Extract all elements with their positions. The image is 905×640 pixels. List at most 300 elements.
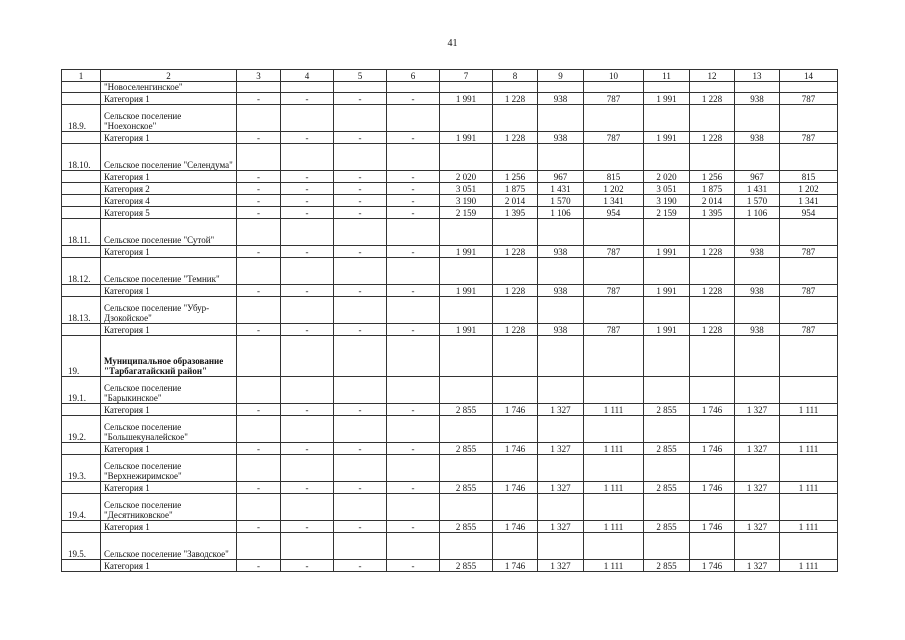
value-cell: -: [237, 482, 281, 494]
row-name: Сельское поселение "Барыкинское": [101, 377, 237, 404]
value-cell: [493, 377, 538, 404]
value-cell: 1 228: [690, 246, 735, 258]
row-name: Категория 4: [101, 195, 237, 207]
value-cell: 1 991: [440, 132, 493, 144]
value-cell: 1 327: [735, 482, 780, 494]
value-cell: [644, 144, 690, 171]
value-cell: -: [281, 195, 334, 207]
value-cell: 1 256: [690, 171, 735, 183]
category-row: [62, 195, 838, 207]
value-cell: 1 991: [440, 285, 493, 297]
table-body: [62, 70, 838, 572]
value-cell: 3 051: [440, 183, 493, 195]
value-cell: 1 111: [780, 560, 838, 572]
value-cell: [237, 144, 281, 171]
value-cell: [735, 494, 780, 521]
value-cell: 938: [538, 132, 584, 144]
value-cell: -: [334, 324, 387, 336]
settlement-row: [62, 416, 838, 443]
value-cell: [690, 297, 735, 324]
category-row: [62, 482, 838, 494]
value-cell: [584, 455, 644, 482]
value-cell: [493, 416, 538, 443]
value-cell: -: [387, 482, 440, 494]
value-cell: 1 228: [493, 246, 538, 258]
value-cell: [387, 416, 440, 443]
row-number: 18.11.: [62, 219, 101, 246]
value-cell: [644, 533, 690, 560]
row-name: Сельское поселение "Селендума": [101, 144, 237, 171]
value-cell: 1 106: [538, 207, 584, 219]
row-number: [62, 132, 101, 144]
row-number: [62, 482, 101, 494]
value-cell: [690, 377, 735, 404]
row-number: [62, 246, 101, 258]
value-cell: 967: [735, 171, 780, 183]
value-cell: [735, 219, 780, 246]
category-row: [62, 183, 838, 195]
value-cell: 1 746: [493, 560, 538, 572]
value-cell: [538, 219, 584, 246]
value-cell: -: [237, 246, 281, 258]
value-cell: 787: [780, 324, 838, 336]
value-cell: [584, 494, 644, 521]
value-cell: 1 228: [493, 324, 538, 336]
value-cell: [440, 533, 493, 560]
value-cell: 1 327: [538, 443, 584, 455]
value-cell: [334, 258, 387, 285]
value-cell: [493, 258, 538, 285]
column-header-11: 11: [644, 70, 690, 82]
value-cell: 938: [538, 93, 584, 105]
value-cell: [644, 455, 690, 482]
row-number: 18.10.: [62, 144, 101, 171]
column-header-9: 9: [538, 70, 584, 82]
value-cell: [780, 416, 838, 443]
value-cell: [281, 455, 334, 482]
value-cell: 787: [780, 132, 838, 144]
value-cell: -: [237, 171, 281, 183]
value-cell: 1 746: [493, 521, 538, 533]
value-cell: [493, 82, 538, 93]
value-cell: [780, 377, 838, 404]
value-cell: -: [237, 183, 281, 195]
column-header-5: 5: [334, 70, 387, 82]
value-cell: [387, 258, 440, 285]
value-cell: [281, 336, 334, 377]
value-cell: [584, 416, 644, 443]
value-cell: 787: [780, 285, 838, 297]
row-name: Категория 2: [101, 183, 237, 195]
value-cell: [493, 219, 538, 246]
value-cell: 1 746: [690, 404, 735, 416]
value-cell: -: [334, 132, 387, 144]
row-name: Сельское поселение "Большекуналейское": [101, 416, 237, 443]
value-cell: [735, 297, 780, 324]
value-cell: [440, 82, 493, 93]
value-cell: 815: [780, 171, 838, 183]
row-number: 19.5.: [62, 533, 101, 560]
row-name: Категория 1: [101, 246, 237, 258]
row-name: "Новоселенгинское": [101, 82, 237, 93]
row-name: Категория 1: [101, 404, 237, 416]
value-cell: 1 570: [735, 195, 780, 207]
row-number: [62, 195, 101, 207]
row-name: Категория 1: [101, 93, 237, 105]
value-cell: [538, 297, 584, 324]
value-cell: [735, 533, 780, 560]
value-cell: 938: [735, 285, 780, 297]
value-cell: 2 855: [644, 443, 690, 455]
value-cell: [334, 144, 387, 171]
value-cell: [281, 377, 334, 404]
value-cell: 1 111: [780, 521, 838, 533]
column-header-12: 12: [690, 70, 735, 82]
value-cell: [237, 82, 281, 93]
column-header-13: 13: [735, 70, 780, 82]
value-cell: [584, 258, 644, 285]
value-cell: 1 746: [493, 404, 538, 416]
value-cell: 2 020: [644, 171, 690, 183]
row-name: Категория 1: [101, 285, 237, 297]
value-cell: -: [334, 560, 387, 572]
value-cell: [584, 105, 644, 132]
value-cell: 2 855: [644, 482, 690, 494]
value-cell: 2 855: [644, 560, 690, 572]
value-cell: [493, 494, 538, 521]
value-cell: 2 159: [644, 207, 690, 219]
value-cell: [281, 297, 334, 324]
value-cell: -: [237, 443, 281, 455]
value-cell: [440, 258, 493, 285]
value-cell: [690, 336, 735, 377]
value-cell: -: [237, 195, 281, 207]
value-cell: [735, 144, 780, 171]
row-name: Категория 1: [101, 560, 237, 572]
settlement-row: [62, 455, 838, 482]
value-cell: -: [387, 132, 440, 144]
value-cell: [440, 105, 493, 132]
value-cell: [281, 219, 334, 246]
value-cell: [690, 533, 735, 560]
value-cell: [237, 219, 281, 246]
value-cell: [644, 494, 690, 521]
value-cell: [584, 377, 644, 404]
value-cell: 1 111: [780, 482, 838, 494]
column-header-1: 1: [62, 70, 101, 82]
value-cell: [690, 82, 735, 93]
value-cell: 1 746: [690, 443, 735, 455]
row-number: [62, 404, 101, 416]
value-cell: 1 111: [584, 443, 644, 455]
value-cell: 1 228: [690, 324, 735, 336]
row-number: 18.13.: [62, 297, 101, 324]
value-cell: 1 111: [584, 521, 644, 533]
value-cell: [387, 219, 440, 246]
row-name: Категория 1: [101, 521, 237, 533]
value-cell: 2 855: [440, 443, 493, 455]
value-cell: 2 855: [440, 521, 493, 533]
value-cell: 2 014: [493, 195, 538, 207]
value-cell: 1 570: [538, 195, 584, 207]
value-cell: 1 991: [440, 246, 493, 258]
row-number: 19.2.: [62, 416, 101, 443]
value-cell: -: [237, 93, 281, 105]
row-number: 19.1.: [62, 377, 101, 404]
value-cell: [538, 533, 584, 560]
value-cell: 1 111: [584, 560, 644, 572]
row-number: [62, 82, 101, 93]
value-cell: 3 190: [440, 195, 493, 207]
value-cell: [237, 533, 281, 560]
value-cell: -: [387, 560, 440, 572]
value-cell: -: [281, 171, 334, 183]
continuation-row: [62, 82, 838, 93]
value-cell: [237, 416, 281, 443]
value-cell: [237, 297, 281, 324]
row-number: [62, 521, 101, 533]
value-cell: -: [387, 404, 440, 416]
value-cell: 1 111: [780, 404, 838, 416]
row-number: 19.4.: [62, 494, 101, 521]
category-row: [62, 246, 838, 258]
value-cell: 938: [538, 285, 584, 297]
value-cell: [644, 258, 690, 285]
value-cell: 2 855: [644, 404, 690, 416]
settlement-row: [62, 219, 838, 246]
value-cell: 954: [780, 207, 838, 219]
category-row: [62, 93, 838, 105]
value-cell: [584, 297, 644, 324]
row-name: Сельское поселение "Ноехонское": [101, 105, 237, 132]
category-row: [62, 404, 838, 416]
value-cell: [538, 455, 584, 482]
value-cell: [644, 377, 690, 404]
value-cell: [644, 336, 690, 377]
value-cell: [584, 144, 644, 171]
value-cell: -: [334, 207, 387, 219]
value-cell: 1 327: [538, 560, 584, 572]
category-row: [62, 443, 838, 455]
row-number: [62, 285, 101, 297]
value-cell: 1 431: [538, 183, 584, 195]
value-cell: [387, 297, 440, 324]
value-cell: 787: [780, 246, 838, 258]
value-cell: [281, 533, 334, 560]
value-cell: [440, 336, 493, 377]
value-cell: 2 855: [644, 521, 690, 533]
value-cell: [493, 336, 538, 377]
value-cell: 815: [584, 171, 644, 183]
column-header-4: 4: [281, 70, 334, 82]
value-cell: [644, 219, 690, 246]
value-cell: 1 327: [735, 404, 780, 416]
value-cell: [387, 105, 440, 132]
municipality-row: [62, 336, 838, 377]
category-row: [62, 560, 838, 572]
value-cell: -: [387, 93, 440, 105]
value-cell: -: [334, 195, 387, 207]
value-cell: -: [237, 324, 281, 336]
value-cell: -: [334, 521, 387, 533]
value-cell: [690, 416, 735, 443]
value-cell: 1 202: [780, 183, 838, 195]
value-cell: [538, 105, 584, 132]
column-number-header-row: [62, 70, 838, 82]
value-cell: -: [334, 183, 387, 195]
value-cell: [334, 336, 387, 377]
value-cell: 1 431: [735, 183, 780, 195]
value-cell: [387, 455, 440, 482]
value-cell: 1 111: [584, 404, 644, 416]
value-cell: [334, 416, 387, 443]
value-cell: [440, 377, 493, 404]
value-cell: [735, 455, 780, 482]
value-cell: [281, 105, 334, 132]
value-cell: [281, 416, 334, 443]
value-cell: 3 051: [644, 183, 690, 195]
value-cell: [493, 297, 538, 324]
value-cell: 1 111: [584, 482, 644, 494]
value-cell: 787: [584, 132, 644, 144]
value-cell: -: [387, 521, 440, 533]
value-cell: [690, 144, 735, 171]
value-cell: [780, 297, 838, 324]
value-cell: [493, 144, 538, 171]
value-cell: -: [281, 404, 334, 416]
value-cell: [690, 105, 735, 132]
value-cell: -: [237, 521, 281, 533]
value-cell: 1 327: [735, 443, 780, 455]
value-cell: 1 395: [493, 207, 538, 219]
value-cell: [690, 455, 735, 482]
value-cell: [334, 297, 387, 324]
column-header-6: 6: [387, 70, 440, 82]
value-cell: 787: [780, 93, 838, 105]
column-header-3: 3: [237, 70, 281, 82]
value-cell: 1 746: [493, 443, 538, 455]
value-cell: [735, 105, 780, 132]
value-cell: 787: [584, 324, 644, 336]
value-cell: -: [281, 560, 334, 572]
value-cell: [334, 533, 387, 560]
value-cell: -: [387, 183, 440, 195]
value-cell: [387, 494, 440, 521]
value-cell: [281, 494, 334, 521]
value-cell: 1 746: [493, 482, 538, 494]
settlement-row: [62, 258, 838, 285]
value-cell: [334, 105, 387, 132]
value-cell: 3 190: [644, 195, 690, 207]
row-name: Сельское поселение "Убур-Дзокойское": [101, 297, 237, 324]
value-cell: 1 991: [440, 324, 493, 336]
value-cell: 1 327: [538, 404, 584, 416]
value-cell: [780, 494, 838, 521]
value-cell: -: [387, 207, 440, 219]
value-cell: 1 228: [493, 93, 538, 105]
column-header-10: 10: [584, 70, 644, 82]
row-number: [62, 324, 101, 336]
value-cell: 1 991: [644, 132, 690, 144]
value-cell: -: [237, 207, 281, 219]
value-cell: 1 991: [644, 93, 690, 105]
value-cell: 1 395: [690, 207, 735, 219]
row-name: Категория 1: [101, 171, 237, 183]
value-cell: [334, 377, 387, 404]
row-name: Сельское поселение "Верхнежиримское": [101, 455, 237, 482]
settlement-row: [62, 105, 838, 132]
value-cell: -: [334, 93, 387, 105]
value-cell: 787: [584, 285, 644, 297]
value-cell: -: [237, 285, 281, 297]
column-header-14: 14: [780, 70, 838, 82]
value-cell: [538, 494, 584, 521]
value-cell: -: [281, 93, 334, 105]
value-cell: [237, 455, 281, 482]
value-cell: -: [387, 285, 440, 297]
value-cell: 938: [735, 324, 780, 336]
row-name: Категория 1: [101, 482, 237, 494]
value-cell: 2 159: [440, 207, 493, 219]
value-cell: [387, 533, 440, 560]
value-cell: -: [281, 521, 334, 533]
value-cell: 1 327: [735, 560, 780, 572]
value-cell: [780, 82, 838, 93]
value-cell: [780, 533, 838, 560]
value-cell: 1 991: [644, 285, 690, 297]
value-cell: -: [281, 285, 334, 297]
value-cell: -: [387, 195, 440, 207]
row-name: Сельское поселение "Сутой": [101, 219, 237, 246]
settlement-row: [62, 297, 838, 324]
value-cell: [584, 82, 644, 93]
value-cell: [584, 336, 644, 377]
value-cell: [281, 258, 334, 285]
value-cell: [440, 219, 493, 246]
value-cell: [690, 258, 735, 285]
value-cell: [281, 82, 334, 93]
value-cell: [237, 105, 281, 132]
category-row: [62, 132, 838, 144]
value-cell: [735, 336, 780, 377]
settlement-row: [62, 494, 838, 521]
value-cell: 1 256: [493, 171, 538, 183]
category-row: [62, 521, 838, 533]
category-row: [62, 285, 838, 297]
value-cell: [538, 377, 584, 404]
value-cell: [644, 105, 690, 132]
value-cell: 1 327: [735, 521, 780, 533]
value-cell: [780, 258, 838, 285]
value-cell: -: [281, 443, 334, 455]
value-cell: 2 020: [440, 171, 493, 183]
value-cell: [780, 144, 838, 171]
value-cell: [440, 144, 493, 171]
value-cell: -: [281, 132, 334, 144]
value-cell: 967: [538, 171, 584, 183]
value-cell: -: [334, 246, 387, 258]
value-cell: [334, 219, 387, 246]
value-cell: 1 746: [690, 560, 735, 572]
row-number: [62, 171, 101, 183]
value-cell: -: [387, 324, 440, 336]
row-number: [62, 443, 101, 455]
value-cell: [780, 336, 838, 377]
value-cell: [538, 416, 584, 443]
value-cell: [237, 336, 281, 377]
value-cell: 1 228: [493, 285, 538, 297]
value-cell: 1 111: [780, 443, 838, 455]
